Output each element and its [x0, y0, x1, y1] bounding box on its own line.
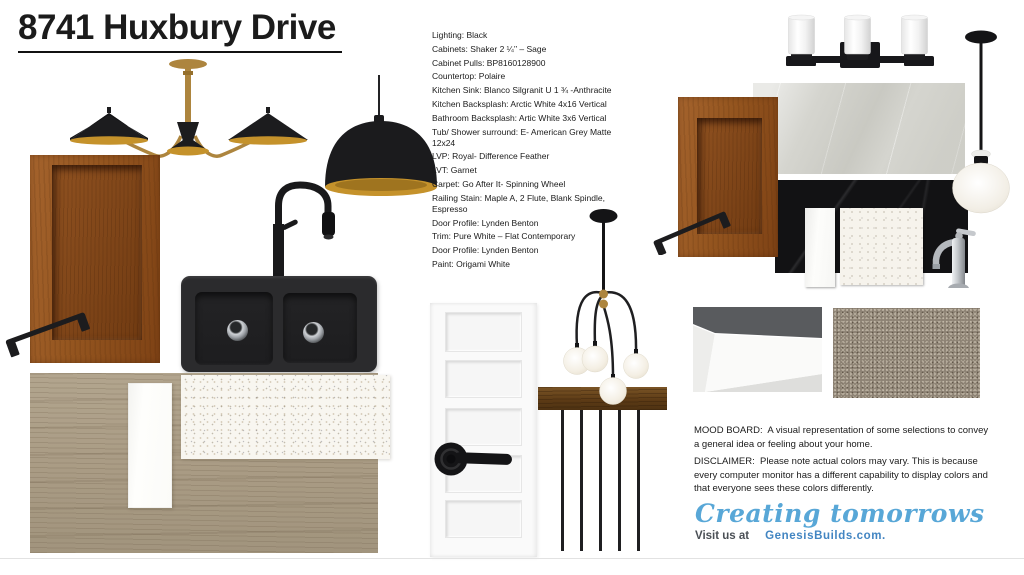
railing-spindle [561, 410, 564, 551]
spec-item: Tub/ Shower surround: E- American Grey Matte 12x24 [432, 126, 612, 148]
spec-item: Trim: Pure White – Flat Contemporary [432, 231, 576, 242]
mood-board-note [694, 424, 990, 451]
door-panel [445, 312, 522, 352]
spec-item: Kitchen Backsplash: Arctic White 4x16 Vertical [432, 98, 607, 109]
spec-item: Cabinets: Shaker 2 ¼’’ – Sage [432, 43, 547, 54]
visit-prefix: Visit us at [695, 530, 750, 542]
carpet-sample [833, 308, 980, 398]
kitchen-sink-image [181, 276, 377, 372]
spec-item: Countertop: Polaire [432, 71, 506, 82]
shower-surround-slab-sample [753, 83, 965, 174]
spec-item: Lighting: Black [432, 30, 488, 40]
spec-item: LVP: Royal- Difference Feather [432, 151, 550, 162]
spec-item: Railing Stain: Maple A, 2 Flute, Blank Spindle, Espresso [432, 192, 605, 214]
notes-block [694, 424, 990, 500]
railing-spindle [599, 410, 602, 551]
cabinet-pull-left-image [0, 298, 95, 360]
disclaimer-label: DISCLAIMER: [694, 456, 755, 467]
website-link[interactable]: GenesisBuilds.com. [765, 530, 886, 542]
railing-spindle [618, 410, 621, 551]
mood-board-label: MOOD BOARD: [694, 425, 763, 436]
spec-item: Door Profile: Lynden Benton [432, 245, 539, 256]
backsplash-tile-4x16-sample [128, 383, 172, 508]
visit-line [695, 530, 985, 542]
interior-door-image [430, 303, 537, 557]
railing-spindle [580, 410, 583, 551]
spec-item: Cabinet Pulls: BP8160128900 [432, 57, 546, 68]
disclaimer-text: Please note actual colors may vary. This is because every computer monitor has a different capability to display colors and that everyone sees these colors differently. [694, 456, 988, 494]
railing-spindle [637, 410, 640, 551]
quartz-tile-sample [840, 208, 923, 285]
countertop-polaire-sample [181, 375, 390, 459]
pendant-light-image [950, 28, 1014, 216]
door-panel [445, 500, 522, 538]
bottom-divider [0, 558, 1024, 559]
backsplash-tile-3x6-sample [805, 208, 835, 287]
disclaimer-note [694, 455, 990, 496]
globe-chandelier-image [552, 205, 662, 410]
spec-item: Door Profile: Lynden Benton [432, 217, 539, 228]
spec-item: LVT: Garnet [432, 165, 477, 176]
mood-board-text: A visual representation of some selections to convey a general idea or feeling about your home. [694, 425, 989, 450]
door-lever-image [430, 437, 525, 483]
sink-drain-left [227, 320, 248, 341]
spec-item: Paint: Origami White [432, 258, 510, 269]
spec-item: Bathroom Backsplash: Artic White 3x6 Vertical [432, 112, 607, 123]
spec-item: Carpet: Go After It- Spinning Wheel [432, 178, 566, 189]
bath-faucet-image [928, 226, 986, 292]
cabinet-pull-right-image [648, 203, 733, 255]
vanity-light-image [782, 12, 938, 68]
door-panel [445, 360, 522, 398]
sink-drain-right [303, 322, 324, 343]
trim-baseboard-sample [693, 307, 822, 392]
spec-item: Kitchen Sink: Blanco Silgranit U 1 ¾ -Anthracite [432, 85, 612, 96]
brand-tagline: Creating tomorrows [695, 499, 985, 528]
chandelier-3-shade-image [60, 56, 310, 160]
brand-block [695, 500, 985, 542]
page-title: 8741 Huxbury Drive [18, 8, 342, 53]
kitchen-faucet-image [248, 180, 348, 280]
